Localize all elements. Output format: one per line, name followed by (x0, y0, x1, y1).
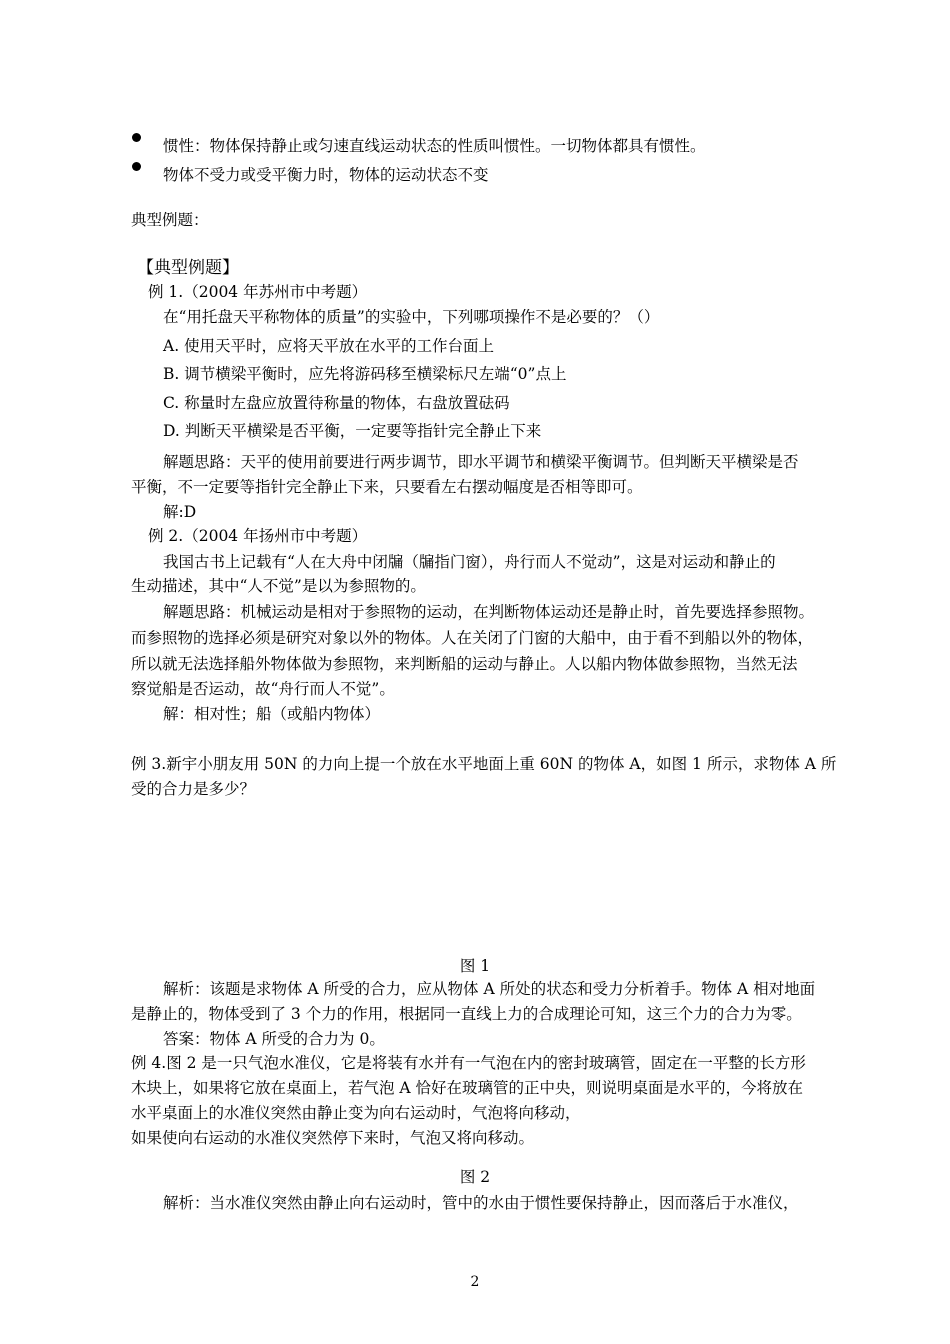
ex1-question: 在“用托盘天平称物体的质量”的实验中，下列哪项操作不是必要的？（） (163, 308, 660, 326)
ex2-question-line1: 我国古书上记载有“人在大舟中闭牖（牖指门窗），舟行而人不觉动”，这是对运动和静止的 (163, 553, 776, 571)
ex3-answer: 答案：物体 A 所受的合力为 0。 (163, 1030, 385, 1048)
ex1-option-b: B. 调节横梁平衡时，应先将游码移至横梁标尺左端“0”点上 (163, 365, 567, 383)
ex2-analysis-line1: 解题思路：机械运动是相对于参照物的运动，在判断物体运动还是静止时，首先要选择参照物。 (163, 603, 815, 621)
ex1-analysis-line2: 平衡，不一定要等指针完全静止下来，只要看左右摆动幅度是否相等即可。 (131, 478, 643, 496)
ex4-question-line2: 木块上，如果将它放在桌面上，若气泡 A 恰好在玻璃管的正中央，则说明桌面是水平的，今将放在 (131, 1079, 804, 1097)
bullet-text-inertia: 惯性：物体保持静止或匀速直线运动状态的性质叫惯性。一切物体都具有惯性。 (163, 137, 706, 155)
ex1-option-c: C. 称量时左盘应放置待称量的物体，右盘放置砝码 (163, 394, 510, 412)
page-number: 2 (470, 1274, 480, 1290)
ex1-title: 例 1.（2004 年苏州市中考题） (148, 283, 368, 301)
section-label: 典型例题： (131, 211, 209, 229)
ex2-analysis-line4: 察觉船是否运动，故“舟行而人不觉”。 (131, 680, 395, 698)
ex4-question-line1: 例 4.图 2 是一只气泡水准仪，它是将装有水并有一气泡在内的密封玻璃管，固定在一平整的长方形 (131, 1054, 806, 1072)
bullet-dot (132, 133, 141, 142)
ex4-question-line3: 水平桌面上的水准仪突然由静止变为向右运动时，气泡将向移动， (131, 1104, 581, 1122)
ex2-question-line2: 生动描述，其中“人不觉”是以为参照物的。 (131, 577, 426, 595)
ex1-option-d: D. 判断天平横梁是否平衡，一定要等指针完全静止下来 (163, 422, 542, 440)
ex2-title: 例 2.（2004 年扬州市中考题） (148, 527, 368, 545)
ex3-analysis-line1: 解析：该题是求物体 A 所受的合力，应从物体 A 所处的状态和受力分析着手。物体 A 相对地面 (163, 980, 816, 998)
ex2-answer: 解：相对性；船（或船内物体） (163, 705, 381, 723)
figure-2-caption: 图 2 (459, 1168, 491, 1186)
ex2-analysis-line3: 所以就无法选择船外物体做为参照物，来判断船的运动与静止。人以船内物体做参照物，当然无法 (131, 655, 798, 673)
ex1-answer: 解:D (163, 503, 197, 521)
bullet-dot (132, 162, 141, 171)
ex4-question-line4: 如果使向右运动的水准仪突然停下来时，气泡又将向移动。 (131, 1129, 535, 1147)
ex4-analysis-line1: 解析：当水准仪突然由静止向右运动时，管中的水由于惯性要保持静止，因而落后于水准仪， (163, 1194, 799, 1212)
figure-1-caption: 图 1 (459, 957, 491, 975)
ex1-option-a: A. 使用天平时，应将天平放在水平的工作台面上 (163, 337, 495, 355)
ex1-analysis-line1: 解题思路：天平的使用前要进行两步调节，即水平调节和横梁平衡调节。但判断天平横梁是否 (163, 453, 799, 471)
ex3-analysis-line2: 是静止的，物体受到了 3 个力的作用，根据同一直线上力的合成理论可知，这三个力的合力为零。 (131, 1005, 802, 1023)
box-heading: 【典型例题】 (137, 258, 239, 278)
ex3-question-line1: 例 3.新宇小朋友用 50N 的力向上提一个放在水平地面上重 60N 的物体 A，如图 1 所示，求物体 A 所 (131, 755, 837, 773)
ex3-question-line2: 受的合力是多少？ (131, 780, 256, 798)
bullet-text-balance: 物体不受力或受平衡力时，物体的运动状态不变 (163, 166, 489, 184)
ex2-analysis-line2: 而参照物的选择必须是研究对象以外的物体。人在关闭了门窗的大船中，由于看不到船以外的物体， (131, 629, 814, 647)
